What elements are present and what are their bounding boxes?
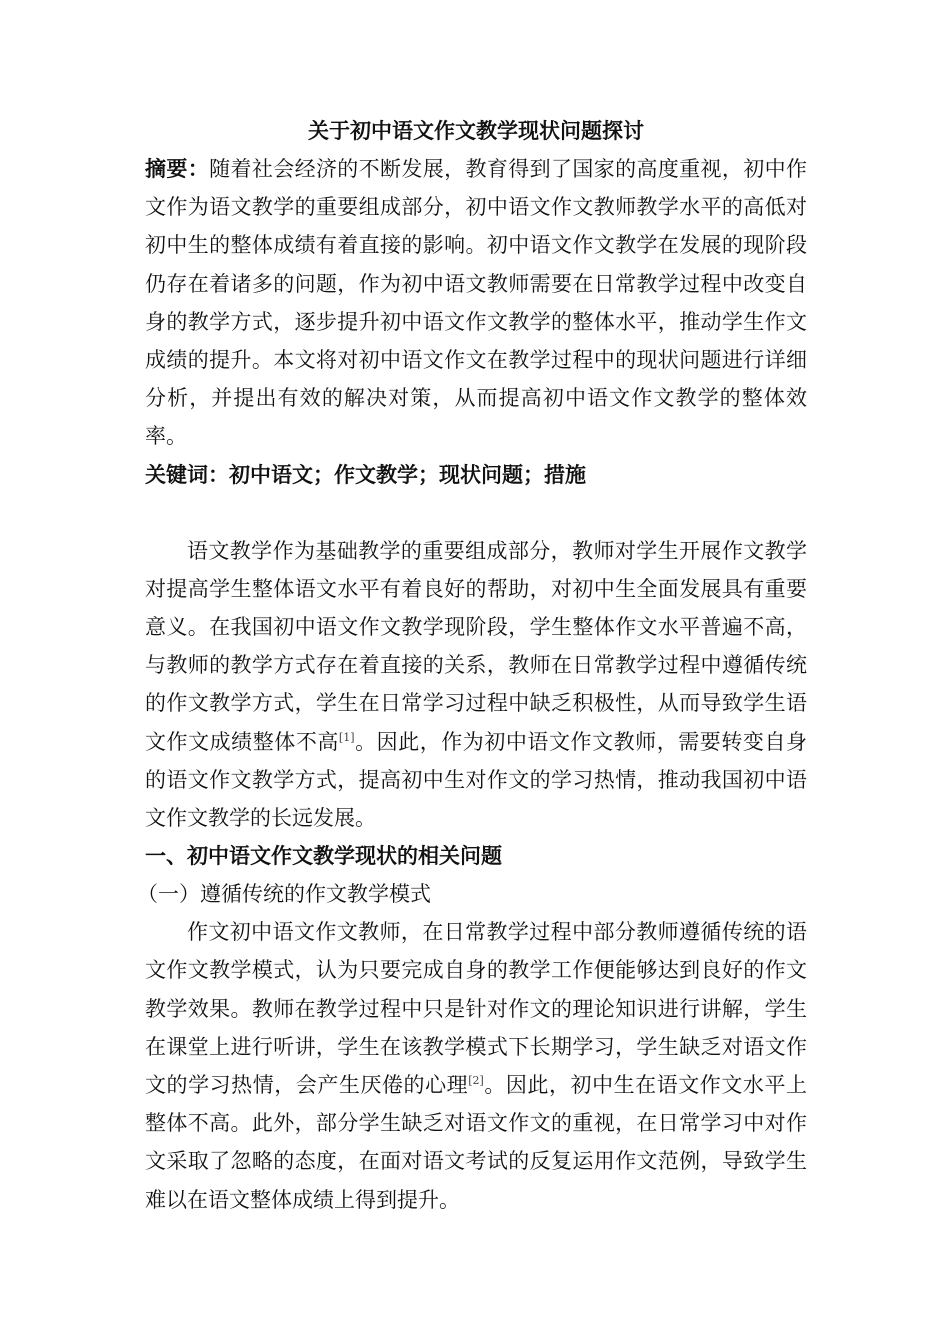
intro-paragraph (145, 532, 807, 838)
keywords-line (145, 456, 807, 494)
keywords-text: 初中语文；作文教学；现状问题；措施 (229, 461, 586, 487)
document-title: 关于初中语文作文教学现状问题探讨 (308, 118, 644, 143)
subsection-1-paragraph (145, 913, 807, 1219)
blank-line (145, 494, 807, 532)
sub1-text-part1: 作文初中语文作文教师，在日常教学过程中部分教师遵循传统的语文作文教学模式，认为只要完成自身的教学工作便能够达到良好的作文教学效果。教师在教学过程中只是针对作文的理论知识进行讲解，学生在课堂上进行听讲，学生在该教学模式下长期学习，学生缺乏对语文作文的学习热情，会产生厌倦的心理 (145, 920, 807, 1098)
keywords-label: 关键词： (145, 461, 229, 487)
abstract-text: 随着社会经济的不断发展，教育得到了国家的高度重视，初中作文作为语文教学的重要组成部分，初中语文作文教师教学水平的高低对初中生的整体成绩有着直接的影响。初中语文作文教学在发展的现阶段仍存在着诸多的问题，作为初中语文教师需要在日常教学过程中改变自身的教学方式，逐步提升初中语文作文教学的整体水平，推动学生作文成绩的提升。本文将对初中语文作文在教学过程中的现状问题进行详细分析，并提出有效的解决对策，从而提高初中语文作文教学的整体效率。 (145, 157, 808, 449)
intro-text-part2: 。因此，作为初中语文作文教师，需要转变自身的语文作文教学方式，提高初中生对作文的学习热情，推动我国初中语文作文教学的长远发展。 (145, 729, 807, 831)
subsection-heading-1: （一）遵循传统的作文教学模式 (137, 882, 431, 907)
intro-text-part1: 语文教学作为基础教学的重要组成部分，教师对学生开展作文教学对提高学生整体语文水平有着良好的帮助，对初中生全面发展具有重要意义。在我国初中语文作文教学现阶段，学生整体作文水平普遍不高，与教师的教学方式存在着直接的关系，教师在日常教学过程中遵循传统的作文教学方式，学生在日常学习过程中缺乏积极性，从而导致学生语文作文成绩整体不高 (145, 538, 807, 754)
sub1-text-part2: 。因此，初中生在语文作文水平上整体不高。此外，部分学生缺乏对语文作文的重视，在日常学习中对作文采取了忽略的态度，在面对语文考试的反复运用作文范例，导致学生难以在语文整体成绩上得到提升。 (145, 1073, 807, 1212)
document-page (137, 112, 808, 1219)
abstract-label: 摘要： (145, 156, 210, 181)
citation-ref-1: [1] (338, 730, 355, 744)
section-heading-1: 一、初中语文作文教学现状的相关问题 (145, 843, 502, 869)
abstract-paragraph (145, 150, 807, 456)
citation-ref-2: [2] (468, 1074, 484, 1088)
